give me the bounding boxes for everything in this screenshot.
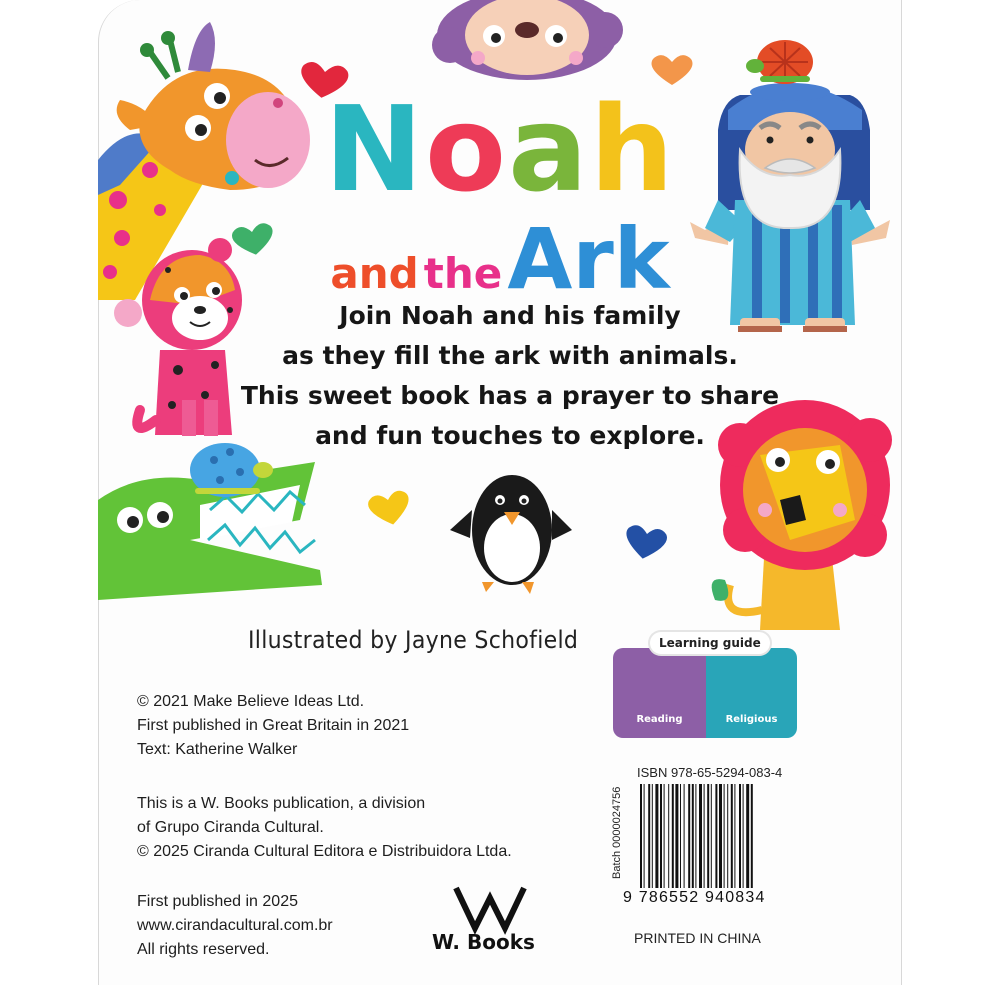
printed-in: PRINTED IN CHINA: [634, 930, 761, 946]
monkey-illustration: [432, 0, 623, 80]
title-letter-a: a: [508, 80, 590, 218]
learning-guide-reading-label: Reading: [636, 714, 683, 725]
learning-guide-label: Learning guide: [650, 632, 770, 654]
illustrator-credit: Illustrated by Jayne Schofield: [248, 626, 579, 654]
rights-line: All rights reserved.: [137, 941, 270, 958]
publisher-line: © 2025 Ciranda Cultural Editora e Distribuidora Ltda.: [137, 843, 512, 860]
blurb-line: as they fill the ark with animals.: [282, 341, 738, 370]
blurb-line: and fun touches to explore.: [315, 421, 705, 450]
publisher-block: [137, 792, 512, 864]
blurb-line: This sweet book has a prayer to share: [240, 381, 780, 410]
w-books-logo-mark: [456, 888, 524, 928]
barcode-first-digit: 9: [623, 889, 634, 906]
batch-number: Batch 0000024756: [611, 786, 623, 879]
book-blurb: [230, 296, 790, 456]
title-letter-h: h: [589, 80, 676, 218]
crocodile-illustration: [98, 443, 322, 600]
book-title-main: [0, 80, 1000, 218]
copyright-line: Text: Katherine Walker: [137, 741, 298, 758]
penguin-illustration: [450, 475, 572, 594]
title-ark: Ark: [507, 210, 670, 308]
barcode-group-1: 786552: [638, 889, 700, 906]
title-and: and: [330, 249, 419, 298]
learning-guide-reading: [613, 648, 706, 738]
barcode: [640, 784, 753, 888]
learning-guide-religious: [706, 648, 797, 738]
book-title-subtitle: [0, 210, 1000, 308]
learning-guide-religious-label: Religious: [725, 714, 778, 725]
blurb-line: Join Noah and his family: [339, 301, 681, 330]
rights-line: www.cirandacultural.com.br: [137, 917, 333, 934]
blue-heart: [622, 524, 668, 562]
publisher-line: of Grupo Ciranda Cultural.: [137, 819, 324, 836]
rights-block: [137, 890, 333, 962]
yellow-heart: [367, 489, 414, 529]
isbn-number: ISBN 978-65-5294-083-4: [637, 765, 783, 780]
publisher-logo-label: W. Books: [432, 930, 535, 954]
rights-line: First published in 2025: [137, 893, 298, 910]
title-the: the: [423, 249, 503, 298]
title-letter-n: N: [324, 80, 426, 218]
barcode-group-2: 940834: [705, 889, 766, 906]
copyright-line: First published in Great Britain in 2021: [137, 717, 410, 734]
copyright-block: [137, 690, 409, 762]
title-letter-o: o: [425, 80, 509, 218]
copyright-line: © 2021 Make Believe Ideas Ltd.: [137, 693, 365, 710]
publisher-line: This is a W. Books publication, a division: [137, 795, 426, 812]
barcode-digits: [623, 889, 766, 907]
